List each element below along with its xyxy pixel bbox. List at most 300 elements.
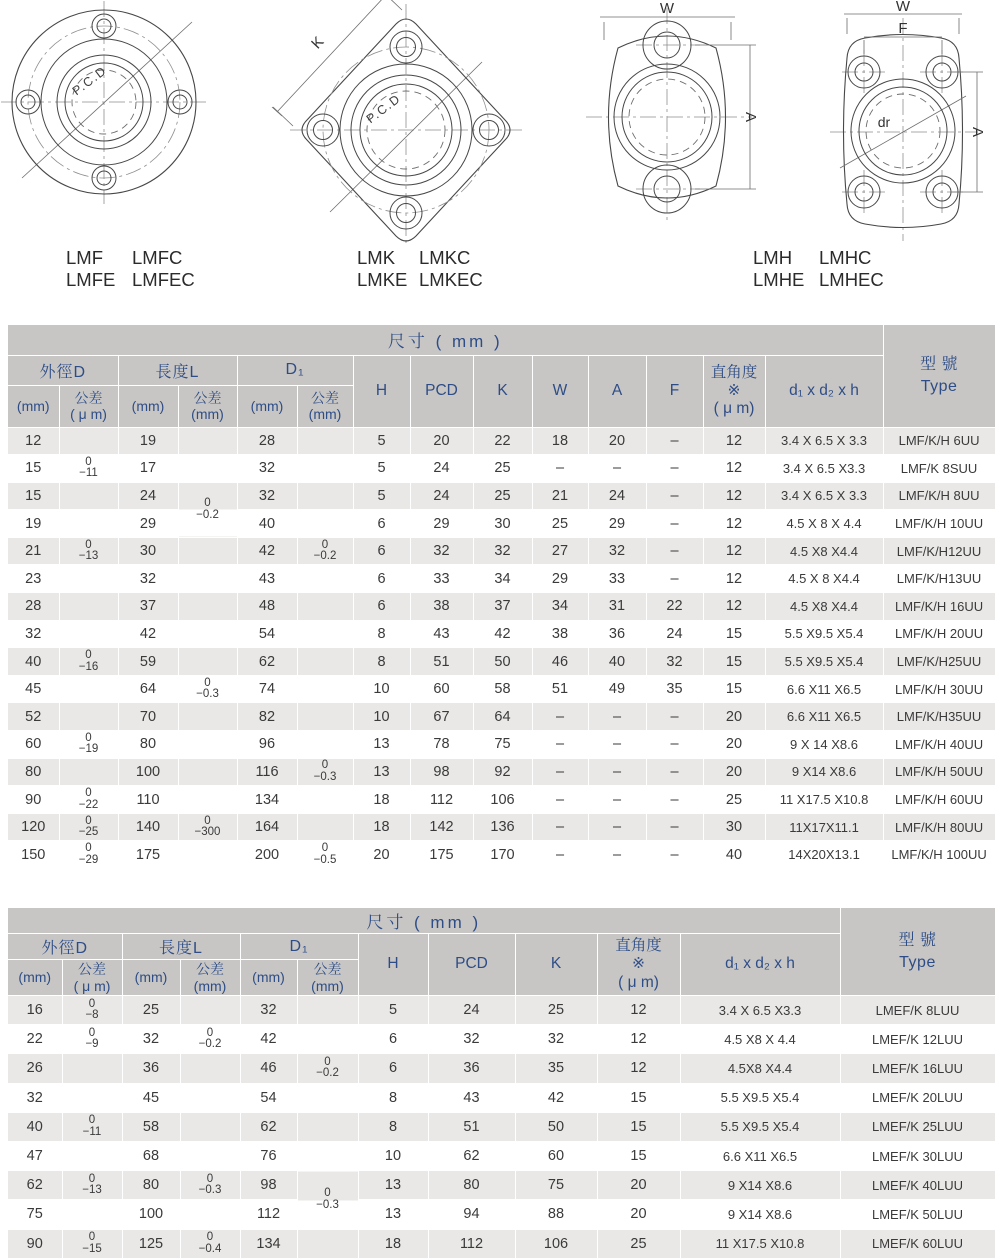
cell: 42	[240, 1025, 297, 1054]
cell: 150	[8, 841, 59, 869]
cell	[59, 427, 118, 455]
cell: 20	[597, 1171, 680, 1200]
cell: 175	[410, 841, 473, 869]
cell: –	[532, 455, 588, 483]
cell	[178, 620, 237, 648]
cell: 15	[597, 1083, 680, 1112]
col-header: A	[588, 355, 646, 427]
a-dim-label: A	[742, 111, 759, 123]
group-header: D₁	[237, 355, 353, 385]
cell: 5.5 X9.5 X5.4	[680, 1112, 840, 1141]
cell: 20	[410, 427, 473, 455]
cell: 54	[240, 1083, 297, 1112]
cell: 8	[353, 620, 410, 648]
sub-header: 公差 ( μ m)	[62, 960, 122, 996]
cell	[297, 996, 358, 1025]
cell	[178, 841, 237, 869]
cell: 18	[532, 427, 588, 455]
cell: 0 −0.3	[297, 1171, 358, 1229]
cell	[180, 1141, 240, 1170]
cell: 12	[597, 996, 680, 1025]
cell: 43	[237, 565, 297, 593]
cell: 25	[473, 482, 532, 510]
cell: 3.4 X 6.5 X 3.3	[765, 482, 883, 510]
cell: 25	[597, 1229, 680, 1258]
cell: 32	[237, 482, 297, 510]
cell: 0 −0.3	[180, 1171, 240, 1200]
cell: 76	[240, 1141, 297, 1170]
cell	[178, 593, 237, 621]
cell: 35	[646, 675, 703, 703]
cell: 30	[703, 813, 765, 841]
cell: 15	[597, 1141, 680, 1170]
cell: 92	[473, 758, 532, 786]
cell	[178, 758, 237, 786]
cell: 16	[8, 996, 62, 1025]
cell	[297, 675, 353, 703]
cell: 29	[410, 510, 473, 538]
cell: 32	[515, 1025, 597, 1054]
cell: 106	[473, 786, 532, 814]
cell: 9 X 14 X8.6	[765, 731, 883, 759]
cell	[59, 758, 118, 786]
cell: 15	[703, 620, 765, 648]
cell	[59, 510, 118, 538]
cell: 12	[597, 1054, 680, 1083]
cell: 6.6 X11 X6.5	[680, 1141, 840, 1170]
drawing-oval-flange-2hole	[586, 0, 759, 224]
cell: 0 −8	[62, 996, 122, 1025]
cell: 17	[118, 455, 178, 483]
cell: 22	[646, 593, 703, 621]
cell: 32	[240, 996, 297, 1025]
cell	[297, 1083, 358, 1112]
cell: 3.4 X 6.5 X3.3	[680, 996, 840, 1025]
cell: 18	[358, 1229, 428, 1258]
cell	[297, 593, 353, 621]
cell: 100	[118, 758, 178, 786]
cell: 75	[473, 731, 532, 759]
cell: 25	[515, 996, 597, 1025]
cell: 32	[8, 1083, 62, 1112]
cell	[180, 1200, 240, 1229]
cell: 38	[532, 620, 588, 648]
cell: 5.5 X9.5 X5.4	[680, 1083, 840, 1112]
cell: 12	[703, 427, 765, 455]
cell	[178, 427, 237, 455]
cell: 51	[532, 675, 588, 703]
cell: 13	[358, 1200, 428, 1229]
cell: 32	[122, 1025, 180, 1054]
cell: 42	[118, 620, 178, 648]
cell: 116	[237, 758, 297, 786]
cell	[297, 1229, 358, 1258]
cell: 43	[410, 620, 473, 648]
sub-header: 公差 (mm)	[178, 385, 237, 427]
cell: 5	[358, 996, 428, 1025]
cell: 0 −0.5	[297, 841, 353, 869]
cell: 47	[8, 1141, 62, 1170]
sub-header: (mm)	[118, 385, 178, 427]
cell: LMEF/K 40LUU	[840, 1171, 995, 1200]
cell: 14X20X13.1	[765, 841, 883, 869]
cell: 25	[473, 455, 532, 483]
cell: 37	[118, 593, 178, 621]
cell: 15	[703, 648, 765, 676]
cell	[59, 675, 118, 703]
cell: 52	[8, 703, 59, 731]
pcd-label: P.C.D	[69, 63, 110, 99]
cell: –	[532, 758, 588, 786]
cell: LMF/K/H35UU	[883, 703, 995, 731]
cell	[180, 1112, 240, 1141]
a-dim-label: A	[969, 126, 986, 138]
cell: 34	[473, 565, 532, 593]
cell	[178, 731, 237, 759]
cell: 30	[473, 510, 532, 538]
cell: LMEF/K 16LUU	[840, 1054, 995, 1083]
col-header: d₁ x d₂ x h	[765, 355, 883, 427]
cell: –	[646, 510, 703, 538]
cell: 40	[8, 648, 59, 676]
cell	[178, 786, 237, 814]
cell	[178, 455, 237, 483]
k-dim-label: K	[308, 33, 328, 53]
cell: 6.6 X11 X6.5	[765, 675, 883, 703]
cell: 12	[703, 593, 765, 621]
cell: 80	[122, 1171, 180, 1200]
drawing-oval-flange-4hole	[830, 0, 986, 241]
cell: –	[646, 703, 703, 731]
cell: 58	[122, 1112, 180, 1141]
cell	[297, 1025, 358, 1054]
cell: 32	[473, 537, 532, 565]
cell: 5.5 X9.5 X5.4	[765, 620, 883, 648]
cell: 59	[118, 648, 178, 676]
cell: 9 X14 X8.6	[765, 758, 883, 786]
cell: 68	[122, 1141, 180, 1170]
cell: 80	[8, 758, 59, 786]
cell: 11X17X11.1	[765, 813, 883, 841]
cell	[297, 731, 353, 759]
cell: 125	[122, 1229, 180, 1258]
cell: LMEF/K 8LUU	[840, 996, 995, 1025]
type-header: 型 號 Type	[840, 908, 995, 996]
cell: LMEF/K 25LUU	[840, 1112, 995, 1141]
cell	[297, 786, 353, 814]
cell: 36	[122, 1054, 180, 1083]
cell: 0 −13	[62, 1171, 122, 1200]
model-name: LMKC	[419, 247, 471, 268]
col-header: F	[646, 355, 703, 427]
cell: 28	[8, 593, 59, 621]
cell: 13	[353, 758, 410, 786]
cell: 15	[597, 1112, 680, 1141]
cell: 5	[353, 482, 410, 510]
model-name: LMH	[753, 247, 793, 268]
cell: 62	[428, 1141, 515, 1170]
col-header: K	[473, 355, 532, 427]
cell: LMF/K/H 30UU	[883, 675, 995, 703]
cell: 22	[8, 1025, 62, 1054]
col-header: K	[515, 934, 597, 996]
cell: 62	[8, 1171, 62, 1200]
col-header: PCD	[428, 934, 515, 996]
cell: 42	[237, 537, 297, 565]
cell	[178, 703, 237, 731]
cell: 34	[532, 593, 588, 621]
cell: 4.5 X 8 X 4.4	[765, 510, 883, 538]
cell: –	[588, 703, 646, 731]
cell: 98	[240, 1171, 297, 1200]
cell: 170	[473, 841, 532, 869]
cell: –	[532, 841, 588, 869]
group-header: 長度L	[122, 934, 240, 960]
cell: 45	[122, 1083, 180, 1112]
cell: 28	[237, 427, 297, 455]
cell: 78	[410, 731, 473, 759]
col-header: d₁ x d₂ x h	[680, 934, 840, 996]
cell: 0 −0.2	[297, 1054, 358, 1083]
cell: 24	[428, 996, 515, 1025]
cell: LMF/K/H 10UU	[883, 510, 995, 538]
model-group-lmk	[357, 248, 483, 289]
cell: 3.4 X 6.5 X3.3	[765, 455, 883, 483]
cell: 20	[597, 1200, 680, 1229]
cell: 22	[473, 427, 532, 455]
cell: 19	[118, 427, 178, 455]
cell: 32	[588, 537, 646, 565]
model-name: LMKE	[357, 269, 408, 290]
cell: 32	[118, 565, 178, 593]
cell: 8	[358, 1083, 428, 1112]
cell: 142	[410, 813, 473, 841]
cell: 6	[353, 510, 410, 538]
cell: 6	[358, 1025, 428, 1054]
cell: LMF/K/H13UU	[883, 565, 995, 593]
w-dim-label: W	[895, 0, 911, 15]
cell	[297, 620, 353, 648]
cell: 4.5X8 X4.4	[680, 1054, 840, 1083]
cell: 26	[8, 1054, 62, 1083]
cell: –	[532, 731, 588, 759]
cell: 0 −9	[62, 1025, 122, 1054]
cell: 32	[428, 1025, 515, 1054]
sub-header: (mm)	[240, 960, 297, 996]
type-header: 型 號 Type	[883, 325, 995, 427]
cell: 140	[118, 813, 178, 841]
cell: LMEF/K 12LUU	[840, 1025, 995, 1054]
group-header: 外徑D	[8, 934, 122, 960]
cell: 94	[428, 1200, 515, 1229]
cell: 136	[473, 813, 532, 841]
model-name: LMHC	[819, 247, 872, 268]
cell: 5.5 X9.5 X5.4	[765, 648, 883, 676]
cell: 36	[428, 1054, 515, 1083]
cell: 100	[122, 1200, 180, 1229]
cell: 32	[646, 648, 703, 676]
cell: 134	[237, 786, 297, 814]
model-name: LMK	[357, 247, 396, 268]
cell: –	[646, 427, 703, 455]
cell: 36	[588, 620, 646, 648]
cell: 42	[515, 1083, 597, 1112]
model-name: LMHE	[753, 269, 805, 290]
cell: LMF/K/H 60UU	[883, 786, 995, 814]
group-header: D₁	[240, 934, 358, 960]
cell: 48	[237, 593, 297, 621]
cell: 33	[588, 565, 646, 593]
col-header: H	[358, 934, 428, 996]
cell: 32	[237, 455, 297, 483]
cell: 24	[410, 482, 473, 510]
cell: 24	[410, 455, 473, 483]
cell	[178, 648, 237, 676]
cell: –	[646, 455, 703, 483]
cell: 8	[358, 1112, 428, 1141]
cell	[62, 1054, 122, 1083]
cell: 90	[8, 1229, 62, 1258]
model-group-lmf	[66, 248, 195, 289]
cell: 0 −22	[59, 786, 118, 814]
cell: 0 −11	[62, 1112, 122, 1141]
cell: 175	[118, 841, 178, 869]
cell: 64	[118, 675, 178, 703]
cell: 12	[703, 537, 765, 565]
cell: 6	[353, 537, 410, 565]
cell: 20	[703, 758, 765, 786]
dr-label: dr	[877, 114, 891, 130]
sub-header: 公差 ( μ m)	[59, 385, 118, 427]
cell: 4.5 X 8 X4.4	[765, 565, 883, 593]
cell: 90	[8, 786, 59, 814]
cell: 46	[532, 648, 588, 676]
lmf-lmk-lmh-spec-table	[8, 325, 996, 869]
cell: 8	[353, 648, 410, 676]
cell: LMF/K/H 40UU	[883, 731, 995, 759]
cell: 82	[237, 703, 297, 731]
cell: 0 −300	[178, 813, 237, 841]
group-header: 外徑D	[8, 355, 118, 385]
cell: 11 X17.5 X10.8	[765, 786, 883, 814]
model-name: LMFE	[66, 269, 116, 290]
cell: 12	[703, 510, 765, 538]
cell: 70	[118, 703, 178, 731]
sub-header: 公差 (mm)	[297, 960, 358, 996]
cell: 80	[428, 1171, 515, 1200]
cell: 49	[588, 675, 646, 703]
cell: 40	[703, 841, 765, 869]
cell: 112	[410, 786, 473, 814]
cell: –	[588, 758, 646, 786]
cell: –	[588, 731, 646, 759]
cell: 80	[118, 731, 178, 759]
cell: LMF/K 8SUU	[883, 455, 995, 483]
drawing-square-flange	[272, 0, 522, 245]
cell: 60	[410, 675, 473, 703]
cell: 6.6 X11 X6.5	[765, 703, 883, 731]
technical-drawings	[0, 0, 1000, 246]
cell: 112	[240, 1200, 297, 1229]
cell: 27	[532, 537, 588, 565]
cell: 10	[358, 1141, 428, 1170]
cell: 88	[515, 1200, 597, 1229]
cell: LMF/K/H 100UU	[883, 841, 995, 869]
group-header: 長度L	[118, 355, 237, 385]
sub-header: (mm)	[237, 385, 297, 427]
cell: 0 −0.3	[178, 675, 237, 703]
cell: –	[646, 482, 703, 510]
model-name: LMKEC	[419, 269, 483, 290]
model-name: LMF	[66, 247, 103, 268]
cell: 0 −0.2	[297, 537, 353, 565]
cell	[59, 482, 118, 510]
cell	[297, 565, 353, 593]
cell: LMF/K/H25UU	[883, 648, 995, 676]
cell: 37	[473, 593, 532, 621]
cell: 4.5 X8 X4.4	[765, 593, 883, 621]
pcd-label: P.C.D	[363, 91, 404, 127]
cell: 25	[122, 996, 180, 1025]
cell: 50	[515, 1112, 597, 1141]
cell: –	[588, 841, 646, 869]
cell: 64	[473, 703, 532, 731]
cell: –	[646, 758, 703, 786]
model-labels	[0, 248, 1000, 300]
cell: 54	[237, 620, 297, 648]
w-dim-label: W	[659, 0, 675, 17]
cell	[297, 813, 353, 841]
cell: 51	[410, 648, 473, 676]
cell: –	[646, 565, 703, 593]
cell: 20	[703, 731, 765, 759]
cell: 106	[515, 1229, 597, 1258]
cell: LMF/K/H 80UU	[883, 813, 995, 841]
cell: –	[532, 703, 588, 731]
cell: 29	[532, 565, 588, 593]
cell: 10	[353, 703, 410, 731]
cell: 15	[8, 455, 59, 483]
col-header: H	[353, 355, 410, 427]
cell: 12	[703, 482, 765, 510]
cell	[178, 565, 237, 593]
cell: 20	[703, 703, 765, 731]
cell: 0 −0.2	[178, 482, 237, 537]
cell	[178, 537, 237, 565]
cell: LMEF/K 20LUU	[840, 1083, 995, 1112]
cell: 6	[353, 593, 410, 621]
cell	[297, 703, 353, 731]
sub-header: 公差 (mm)	[180, 960, 240, 996]
cell: 60	[8, 731, 59, 759]
cell: 58	[473, 675, 532, 703]
cell: 19	[8, 510, 59, 538]
cell: 75	[515, 1171, 597, 1200]
cell: 5	[353, 427, 410, 455]
cell: 21	[532, 482, 588, 510]
cell: 62	[237, 648, 297, 676]
cell: 67	[410, 703, 473, 731]
cell: 62	[240, 1112, 297, 1141]
col-header: 直角度 ※ ( μ m)	[597, 934, 680, 996]
cell: LMEF/K 30LUU	[840, 1141, 995, 1170]
cell: 11 X17.5 X10.8	[680, 1229, 840, 1258]
cell: 51	[428, 1112, 515, 1141]
cell: 24	[118, 482, 178, 510]
sub-header: 公差 (mm)	[297, 385, 353, 427]
cell: LMEF/K 60LUU	[840, 1229, 995, 1258]
cell: 0 −0.2	[180, 1025, 240, 1054]
